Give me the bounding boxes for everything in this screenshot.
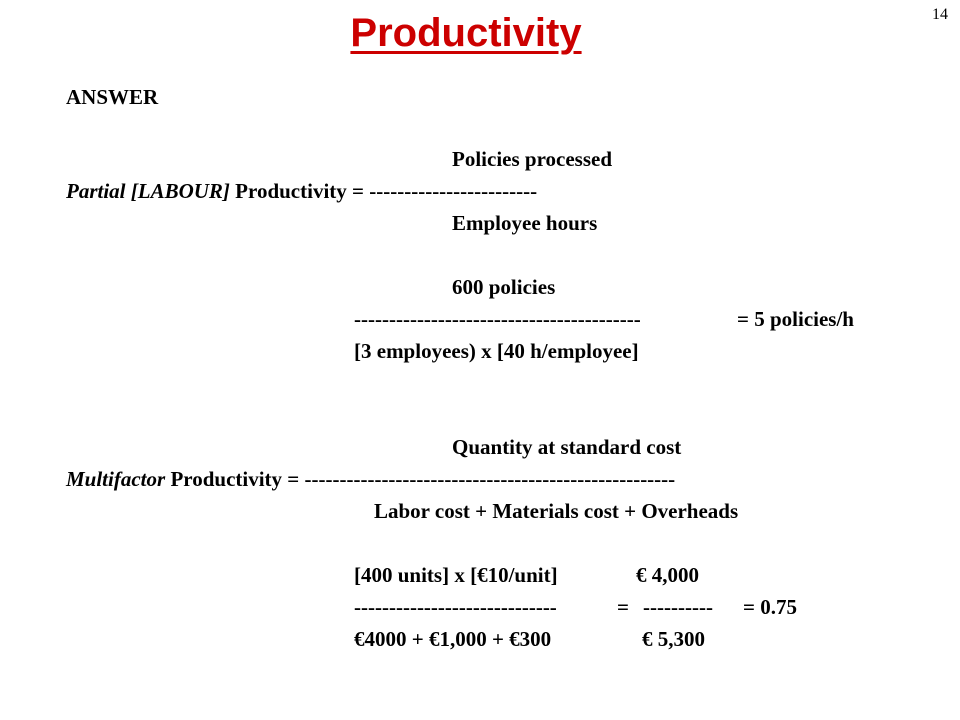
- labour-calc-denominator: [3 employees) x [40 h/employee]: [354, 339, 639, 363]
- labour-formula-denominator: Employee hours: [452, 211, 598, 235]
- multifactor-formula-fraction-bar: -----------------------------------------------------: [304, 467, 676, 491]
- multifactor-formula-label-italic: Multifactor: [66, 467, 166, 491]
- labour-formula-label: Productivity =: [229, 179, 370, 203]
- multifactor-calc-equals: =: [617, 595, 629, 619]
- answer-heading: ANSWER: [66, 85, 159, 109]
- multifactor-calc-denominator-total: € 5,300: [642, 627, 705, 651]
- multifactor-formula-numerator: Quantity at standard cost: [452, 435, 682, 459]
- labour-calc-numerator: 600 policies: [452, 275, 556, 299]
- labour-calc-fraction-bar: -----------------------------------------: [354, 307, 641, 331]
- labour-calc-result: = 5 policies/h: [737, 307, 854, 331]
- page-title: Productivity: [350, 11, 582, 55]
- labour-formula-fraction-bar: ------------------------: [369, 179, 538, 203]
- multifactor-calc-result: = 0.75: [743, 595, 797, 619]
- labour-formula-row: [66, 178, 537, 204]
- multifactor-formula-denominator: Labor cost + Materials cost + Overheads: [374, 499, 739, 523]
- multifactor-calc-numerator: [400 units] x [€10/unit]: [354, 563, 558, 587]
- multifactor-formula-row: [66, 466, 675, 492]
- page-number: 14: [932, 6, 948, 23]
- multifactor-calc-denominator: €4000 + €1,000 + €300: [354, 627, 552, 651]
- multifactor-calc-numerator-total: € 4,000: [636, 563, 699, 587]
- multifactor-formula-label: Productivity =: [165, 467, 305, 491]
- multifactor-calc-fraction-bar-2: ----------: [643, 595, 713, 619]
- labour-formula-label-italic: Partial [LABOUR]: [66, 179, 230, 203]
- labour-formula-numerator: Policies processed: [452, 147, 613, 171]
- multifactor-calc-fraction-bar: -----------------------------: [354, 595, 557, 619]
